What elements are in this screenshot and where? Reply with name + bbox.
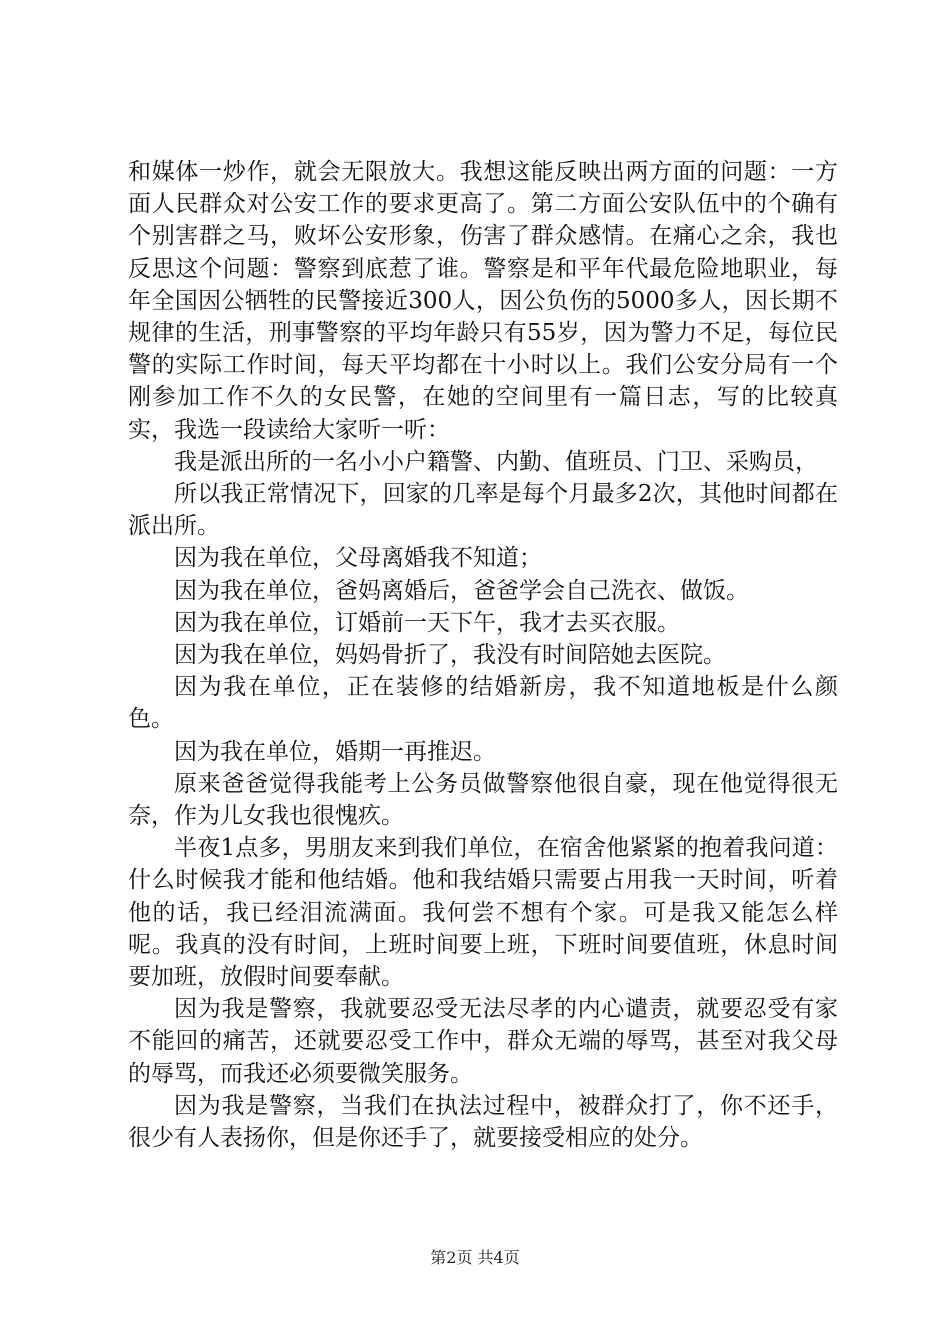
body-paragraph: 因为我在单位，妈妈骨折了，我没有时间陪她去医院。: [174, 642, 726, 669]
body-paragraph: 因为我在单位，订婚前一天下午，我才去买衣服。: [174, 609, 680, 636]
body-paragraph: 因为我是警察，当我们在执法过程中，被群众打了，你不还手，很少有人表扬你，但是你还手了，就要接受相应的处分。: [128, 1092, 838, 1152]
body-paragraph: 因为我在单位，爸妈离婚后，爸爸学会自己洗衣、做饭。: [174, 577, 749, 604]
body-paragraph: 和媒体一炒作，就会无限放大。我想这能反映出两方面的问题：一方面人民群众对公安工作的要求更高了。第二方面公安队伍中的个确有个别害群之马，败坏公安形象，伤害了群众感情。在痛心之余，我也反思这个问题：警察到底惹了谁。警察是和平年代最危险地职业，每年全国因公牺牲的民警接近300人，因公负伤的5000多人，因长期不规律的生活，刑事警察的平均年龄只有55岁，因为警力不足，每位民警的实际工作时间，每天平均都在十小时以上。我们公安分局有一个刚参加工作不久的女民警，在她的空间里有一篇日志，写的比较真实，我选一段读给大家听一听：: [128, 159, 838, 443]
page-number-footer: 第2页 共4页: [430, 1248, 520, 1267]
body-paragraph: 原来爸爸觉得我能考上公务员做警察他很自豪，现在他觉得很无奈，作为儿女我也很愧疚。: [128, 770, 838, 830]
body-paragraph: 因为我在单位，正在装修的结婚新房，我不知道地板是什么颜色。: [128, 674, 838, 733]
body-paragraph: 所以我正常情况下，回家的几率是每个月最多2次，其他时间都在派出所。: [128, 481, 838, 540]
body-paragraph: 因为我在单位，父母离婚我不知道；: [174, 545, 542, 572]
body-paragraph: 半夜1点多，男朋友来到我们单位，在宿舍他紧紧的抱着我问道：什么时候我才能和他结婚。他和我结婚只需要占用我一天时间，听着他的话，我已经泪流满面。我何尝不想有个家。可是我又能怎么样呢。我真的没有时间，上班时间要上班，下班时间要值班，休息时间要加班，放假时间要奉献。: [128, 835, 838, 991]
body-paragraph: 因为我是警察，我就要忍受无法尽孝的内心谴责，就要忍受有家不能回的痛苦，还就要忍受工作中，群众无端的辱骂，甚至对我父母的辱骂，而我还必须要微笑服务。: [128, 996, 838, 1087]
body-paragraph: 因为我在单位，婚期一再推迟。: [174, 738, 496, 765]
body-paragraph: 我是派出所的一名小小户籍警、内勤、值班员、门卫、采购员，: [174, 448, 818, 475]
document-body: [128, 156, 838, 1154]
